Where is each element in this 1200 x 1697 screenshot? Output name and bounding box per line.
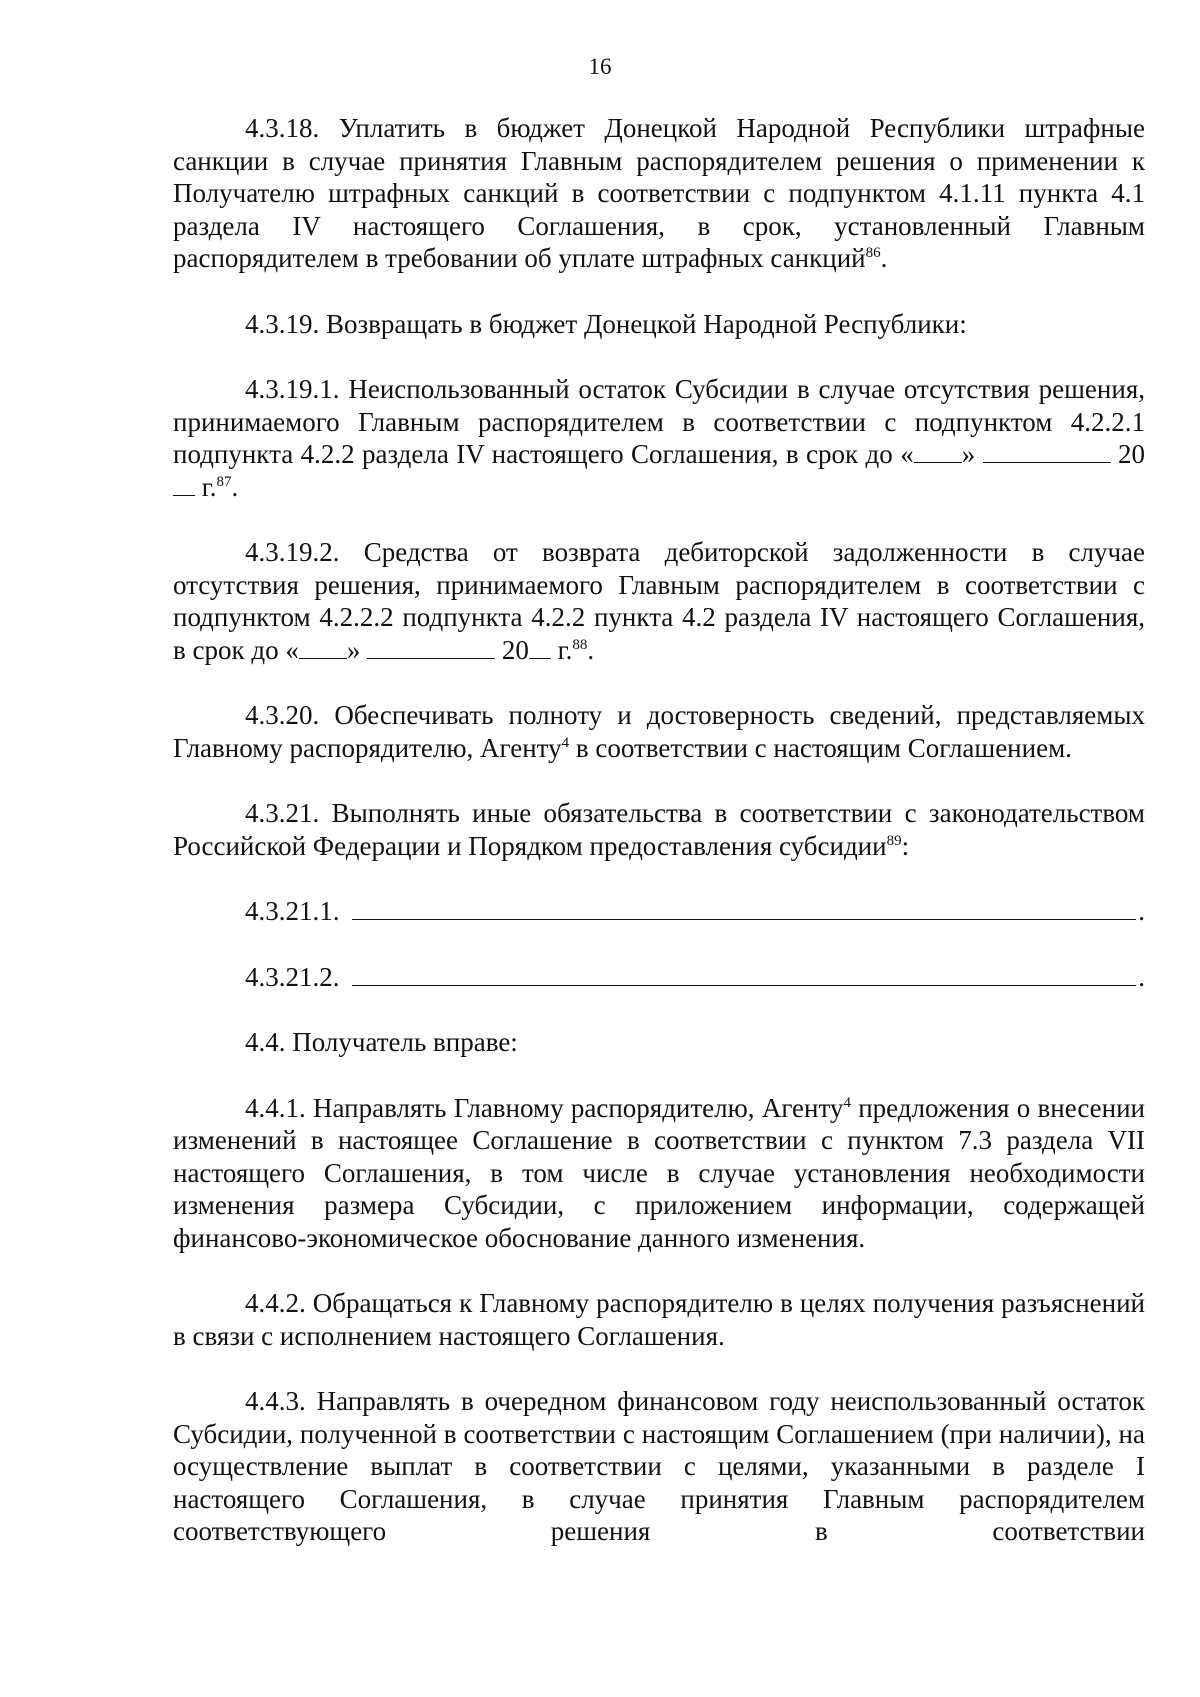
year-prefix: 20 <box>1118 439 1145 469</box>
clause-label: 4.3.19.2. <box>245 537 340 567</box>
clause-4-3-20 <box>173 699 1145 764</box>
quote-close: » <box>961 439 976 469</box>
year-blank <box>529 634 551 659</box>
footnote-ref: 87 <box>216 473 232 490</box>
page-number: 16 <box>588 54 612 79</box>
footnote-ref: 86 <box>865 245 881 261</box>
clause-4-3-19-2 <box>173 536 1145 666</box>
clause-label: 4.3.20. <box>245 700 320 730</box>
clause-text: Выполнять иные обязательства в соответствии с законодательством Российской Федерации и Порядком предоставления субсидии <box>173 798 1145 861</box>
footnote-ref: 89 <box>886 832 902 849</box>
clause-end: : <box>901 830 910 861</box>
clause-4-4-1 <box>173 1092 1145 1255</box>
year-suffix: г. <box>557 634 573 665</box>
clause-4-4-2 <box>173 1287 1145 1352</box>
day-blank <box>299 634 347 659</box>
footnote-ref: 4 <box>843 1094 851 1111</box>
clause-4-3-18 <box>173 112 1145 275</box>
clause-label: 4.3.18. <box>245 113 320 143</box>
clause-text: Направлять Главному распорядителю, Агенту <box>313 1092 844 1123</box>
clause-text: Средства от возврата дебиторской задолженности в случае отсутствия решения, принимаемого Главным распорядителем в соответствии с подпунктом 4.2.2.2 подпункта 4.2.2 пункта 4.2 раздела IV настоящего Соглашения, в срок до <box>173 537 1145 665</box>
clause-label: 4.3.21.1. <box>245 896 340 926</box>
clause-4-3-21 <box>173 797 1145 862</box>
clause-label: 4.4.2. <box>245 1288 306 1318</box>
quote-open: « <box>900 439 914 469</box>
fill-in-blank-line <box>352 895 1137 920</box>
clause-4-3-21-1 <box>173 895 1145 928</box>
clause-text: Обеспечивать полноту и достоверность сведений, представляемых Главному распорядителю, Агенту <box>173 700 1145 763</box>
clause-text: Возвращать в бюджет Донецкой Народной Республики: <box>326 308 967 339</box>
footnote-ref: 4 <box>561 734 570 751</box>
clause-label: 4.3.19. <box>245 308 320 339</box>
year-blank <box>173 471 195 496</box>
year-suffix: г. <box>201 471 217 502</box>
clause-text: Получатель вправе: <box>292 1027 518 1057</box>
clause-text-continued: предложения о внесении изменений в настоящее Соглашение в соответствии с пунктом 7.3 раздела VII настоящего Соглашения, в том числе в случае установления необходимости изменения размера Субсидии, с приложением информации, содержащей финансово-экономическое обоснование данного изменения. <box>173 1092 1145 1253</box>
clause-end: . <box>880 243 888 273</box>
fill-in-blank-line <box>352 961 1137 986</box>
clause-label: 4.4. <box>245 1027 286 1057</box>
clause-text: Направлять в очередном финансовом году неиспользованный остаток Субсидии, полученной в соответствии с настоящим Соглашением (при наличии), на осуществление выплат в соответствии с целями, указанными в разделе I настоящего Соглашения, в случае принятия Главным распорядителем соответствующего решения в соответствии <box>173 1386 1145 1546</box>
clause-label: 4.3.21.2. <box>245 961 340 992</box>
clause-4-3-19-1 <box>173 373 1145 503</box>
year-prefix: 20 <box>501 634 529 665</box>
clause-text: Обращаться к Главному распорядителю в целях получения разъяснений в связи с исполнением настоящего Соглашения. <box>173 1288 1145 1351</box>
clause-text-continued: в соответствии с настоящим Соглашением. <box>575 732 1072 763</box>
clause-end: . <box>231 471 239 502</box>
quote-close: » <box>346 634 361 665</box>
clause-4-3-21-2 <box>173 961 1145 994</box>
clause-text: Неиспользованный остаток Субсидии в случае отсутствия решения, принимаемого Главным распорядителем в соответствии с подпунктом 4.2.2.1 подпункта 4.2.2 раздела IV настоящего Соглашения, в срок до <box>173 374 1145 469</box>
month-blank <box>983 438 1111 463</box>
clause-end: . <box>1138 896 1145 926</box>
month-blank <box>367 634 495 659</box>
clause-text: Уплатить в бюджет Донецкой Народной Республики штрафные санкции в случае принятия Главным распорядителем решения о применении к Получателю штрафных санкций в соответствии с подпунктом 4.1.11 пункта 4.1 раздела IV настоящего Соглашения, в срок, установленный Главным распорядителем в требовании об уплате штрафных санкций <box>173 113 1145 273</box>
clause-label: 4.3.19.1. <box>245 374 340 404</box>
quote-open: « <box>285 634 299 665</box>
clause-end: . <box>1138 961 1145 992</box>
clause-4-4-3 <box>173 1385 1145 1548</box>
day-blank <box>914 438 962 463</box>
clause-label: 4.4.3. <box>245 1386 306 1416</box>
clause-label: 4.4.1. <box>245 1092 306 1123</box>
document-body <box>173 112 1145 1581</box>
clause-4-3-19 <box>173 308 1145 341</box>
clause-4-4 <box>173 1026 1145 1059</box>
clause-label: 4.3.21. <box>245 798 320 828</box>
clause-end: . <box>587 634 595 665</box>
footnote-ref: 88 <box>572 636 588 653</box>
